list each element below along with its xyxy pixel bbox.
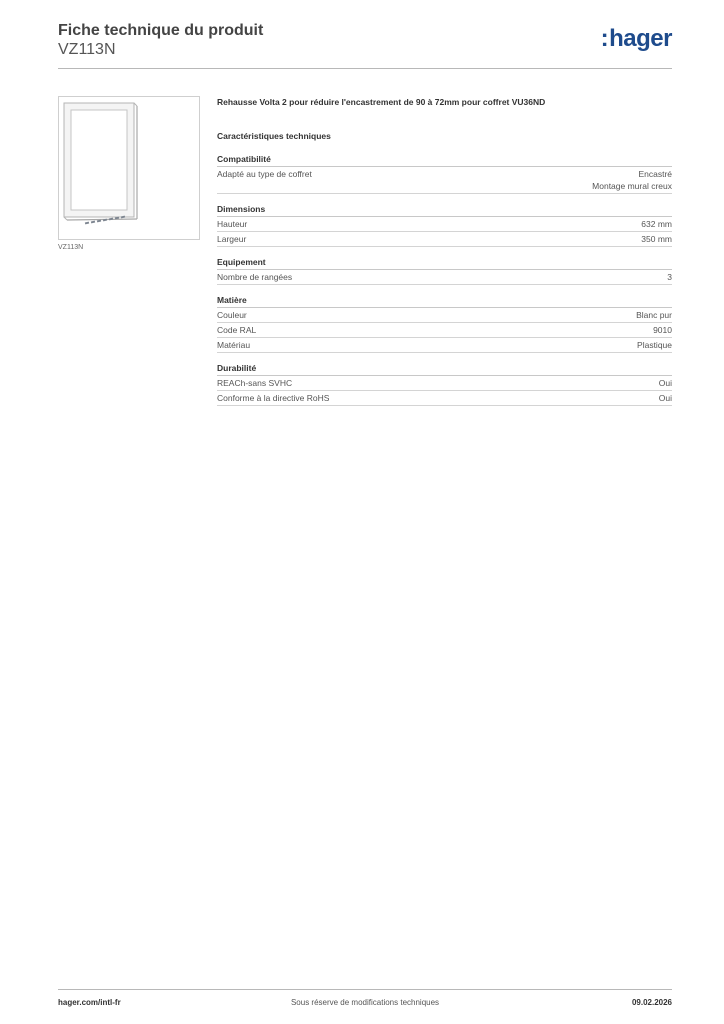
section-title: Matière	[217, 295, 672, 308]
document-title: Fiche technique du produit	[58, 22, 264, 39]
footer-date: 09.02.2026	[631, 998, 672, 1007]
product-image	[58, 96, 200, 240]
hager-logo	[601, 26, 672, 52]
spec-value: Oui	[658, 378, 672, 388]
spec-row	[217, 338, 672, 353]
section-title: Compatibilité	[217, 154, 672, 167]
footer-website-link[interactable]: hager.com/intl-fr	[58, 998, 121, 1007]
product-code: VZ113N	[58, 41, 116, 58]
section-title: Dimensions	[217, 204, 672, 217]
spec-value: 9010	[653, 325, 672, 335]
spec-row	[217, 167, 672, 194]
section-title: Durabilité	[217, 363, 672, 376]
spec-section-material	[217, 295, 672, 353]
spec-value: Encastré	[638, 169, 672, 179]
spec-value: 350 mm	[641, 234, 672, 244]
product-details	[217, 96, 672, 416]
spec-row	[217, 391, 672, 406]
image-caption: VZ113N	[58, 244, 84, 251]
spec-value: Montage mural creux	[592, 181, 672, 191]
logo-text: hager	[609, 25, 672, 52]
frame-product-icon	[59, 97, 199, 239]
specs-heading: Caractéristiques techniques	[217, 131, 331, 141]
spec-row	[217, 376, 672, 391]
spec-section-durability	[217, 363, 672, 406]
section-title: Equipement	[217, 257, 672, 270]
spec-section-dimensions	[217, 204, 672, 247]
spec-row	[217, 308, 672, 323]
spec-value: 632 mm	[641, 219, 672, 229]
spec-value: Blanc pur	[636, 310, 672, 320]
spec-row	[217, 270, 672, 285]
spec-label: REACh-sans SVHC	[217, 378, 293, 388]
spec-section-compatibility	[217, 154, 672, 194]
spec-value: Oui	[658, 393, 672, 403]
page-header	[58, 22, 672, 60]
spec-row	[217, 232, 672, 247]
spec-label: Conforme à la directive RoHS	[217, 393, 330, 403]
product-description: Rehausse Volta 2 pour réduire l'encastrement de 90 à 72mm pour coffret VU36ND	[217, 97, 546, 107]
spec-section-equipment	[217, 257, 672, 285]
header-divider	[58, 68, 672, 69]
spec-row	[217, 323, 672, 338]
logo-colon-icon: :	[600, 25, 609, 52]
spec-label: Adapté au type de coffret	[217, 169, 312, 179]
spec-values	[592, 168, 672, 192]
footer-divider	[58, 989, 672, 990]
spec-value: 3	[667, 272, 672, 282]
spec-label: Nombre de rangées	[217, 272, 293, 282]
spec-label: Matériau	[217, 340, 251, 350]
spec-label: Hauteur	[217, 219, 248, 229]
spec-value: Plastique	[637, 340, 672, 350]
spec-label: Largeur	[217, 234, 247, 244]
spec-label: Code RAL	[217, 325, 257, 335]
spec-row	[217, 217, 672, 232]
footer-notice: Sous réserve de modifications techniques	[290, 998, 440, 1007]
spec-label: Couleur	[217, 310, 247, 320]
